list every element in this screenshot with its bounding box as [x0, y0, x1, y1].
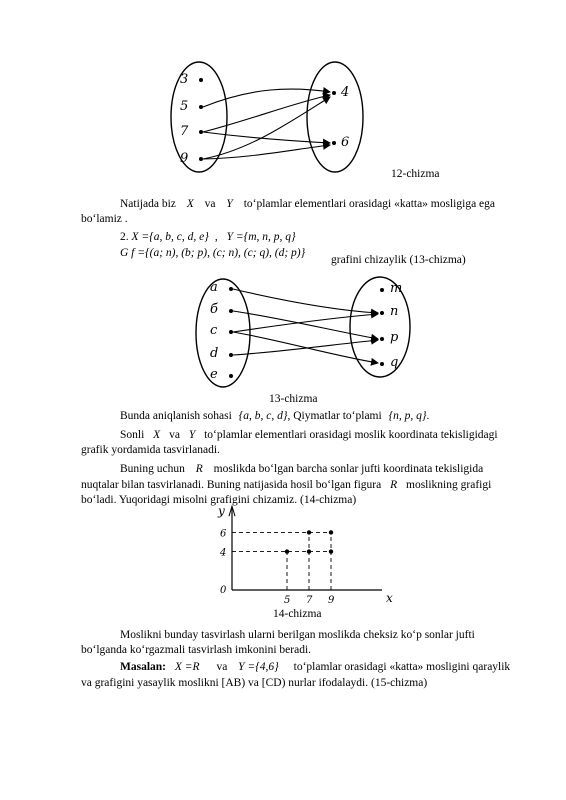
para4-text-a: Buning uchun [120, 463, 185, 475]
para6-text: to‘plamlar orasidagi «katta» mosligini qaraylik [293, 661, 511, 673]
x-tick-label-9: 9 [328, 595, 335, 606]
para2-text-b: , Qiymatlar to‘plami [287, 410, 382, 422]
para6-line2: va grafigini yasaylik moslikni [AB) va [CD) nurlar ifodalaydi. (15-chizma) [81, 677, 428, 689]
para3-x: X [153, 429, 161, 441]
fig12-left-label-2: 5 [180, 99, 189, 114]
para3-va: va [169, 429, 180, 441]
para3-line2: grafik yordamida tasvirlanadi. [81, 444, 220, 456]
fig13-caption: 13-chizma [269, 393, 318, 405]
para4-line2-b: moslikning grafigi [406, 479, 492, 491]
y-tick-label-4: 4 [220, 547, 227, 559]
point-9-4 [329, 549, 333, 553]
para1-x: X [186, 198, 194, 210]
fig12-left-label-3: 7 [180, 124, 189, 139]
fig13-left-label-b: б [210, 302, 218, 317]
fig13-right-label-n: n [390, 304, 399, 319]
fig13-right-label-q: q [390, 355, 399, 370]
para4-line3: bo‘ladi. Yuqoridagi misolni grafigini chizamiz. (14-chizma) [81, 494, 357, 506]
item2-graph: G f ={(a; n), (b; p), (c; n), (c; q), (d; p)} [120, 247, 306, 259]
para1-y: Y [226, 198, 233, 210]
point-7-4 [307, 549, 311, 553]
para6-eq2: Y ={4,6} [238, 661, 279, 673]
fig12-left-label-1: 3 [180, 72, 189, 87]
item2-separator: , [214, 231, 218, 243]
x-tick-label-7: 7 [306, 595, 313, 606]
fig12-right-label-1: 4 [341, 85, 350, 100]
fig13-left-label-a: a [210, 280, 218, 295]
fig13-right-label-p: p [390, 330, 399, 345]
para6-eq1: X =R [174, 661, 200, 673]
para2-end: . [426, 410, 430, 422]
fig13-left-label-e: e [210, 367, 218, 382]
para5-line2: bo‘lganda ko‘rgazmali tasvirlash imkonini beradi. [81, 644, 312, 656]
fig13-left-label-d: d [210, 346, 219, 361]
para1-text-b: to‘plamlar elementlari orasidagi «katta» mosligiga ega [243, 198, 496, 210]
fig12-caption: 12-chizma [391, 168, 440, 180]
y-axis-label: y [218, 504, 225, 519]
x-axis-label: x [386, 591, 393, 605]
item2-set-y: Y ={m, n, p, q} [226, 231, 296, 243]
para3-y: Y [188, 429, 196, 441]
x-tick-label-5: 5 [284, 595, 291, 606]
para3-text-b: to‘plamlar elementlari orasidagi moslik koordinata tekisligidagi [204, 429, 498, 441]
para2-domain: {a, b, c, d} [238, 410, 288, 422]
item2-set-x: X ={a, b, c, d, e} [131, 231, 209, 243]
para2-text-a: Bunda aniqlanish sohasi [120, 410, 232, 422]
y-tick-label-6: 6 [220, 528, 227, 540]
para3-text-a: Sonli [120, 429, 145, 441]
para1-text-a: Natijada biz [120, 198, 176, 210]
point-7-6 [307, 530, 311, 534]
para6-line1 [120, 660, 510, 675]
para4-r: R [195, 463, 203, 475]
para6-va: va [216, 661, 228, 673]
fig13-right-label-m: m [390, 281, 403, 296]
fig14-caption: 14-chizma [273, 608, 322, 620]
fig12-right-label-2: 6 [341, 135, 350, 150]
item2-tail: grafini chizaylik (13-chizma) [331, 254, 466, 266]
origin-label: 0 [220, 585, 227, 596]
item2-number: 2. [120, 231, 129, 243]
para2-range: {n, p, q} [388, 410, 427, 422]
fig12-left-label-4: 9 [180, 151, 189, 166]
fig13-left-label-c: c [210, 323, 218, 338]
point-5-4 [285, 549, 289, 553]
para6-label: Masalan: [120, 661, 166, 673]
para1-line2: bo‘lamiz . [81, 213, 128, 225]
para4-text-b: moslikda bo‘lgan barcha sonlar jufti koordinata tekisligida [213, 463, 484, 475]
para5-line1: Moslikni bunday tasvirlash ularni berilgan moslikda cheksiz ko‘p sonlar jufti [120, 629, 475, 641]
para1-va: va [204, 198, 216, 210]
point-9-6 [329, 530, 333, 534]
para4-r2: R [390, 479, 398, 491]
para4-line2-a: nuqtalar bilan tasvirlanadi. Buning natijasida hosil bo‘lgan figura [81, 479, 382, 491]
